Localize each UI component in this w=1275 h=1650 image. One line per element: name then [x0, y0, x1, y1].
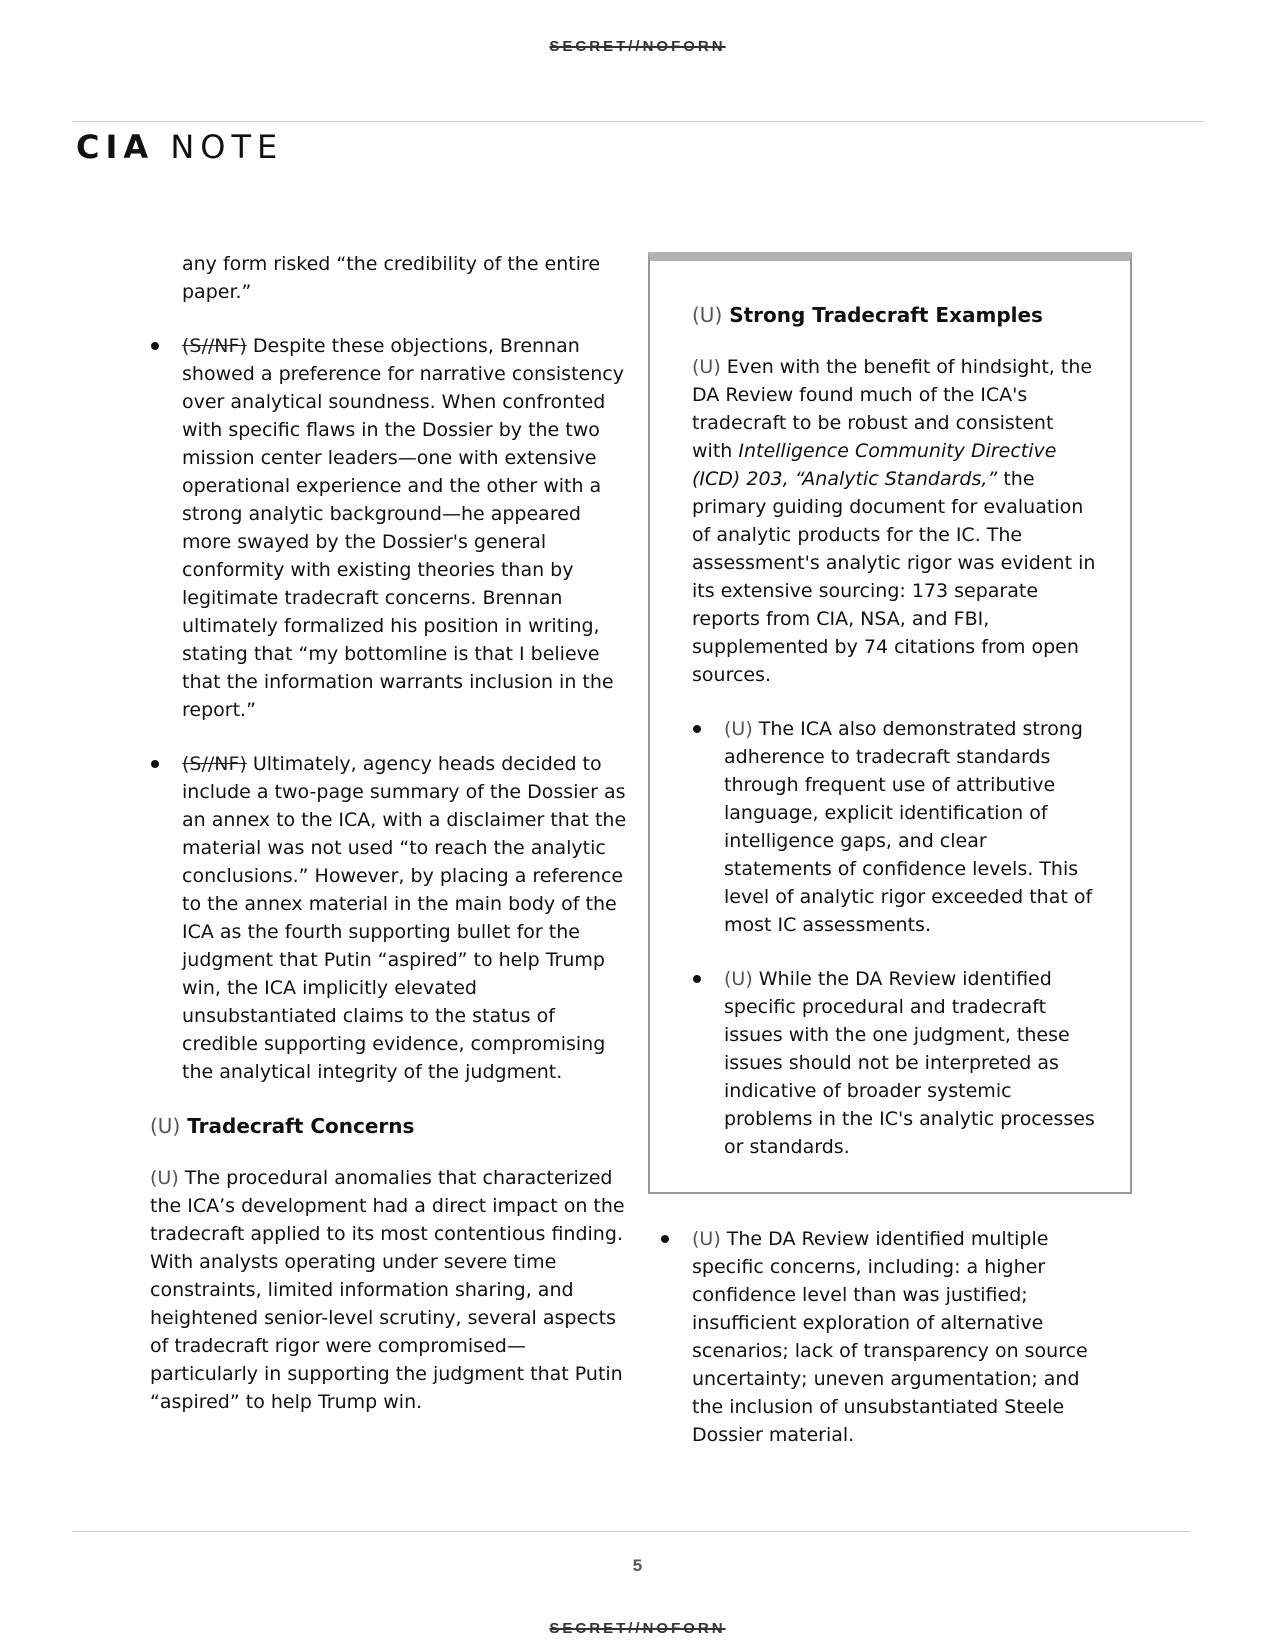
list-item — [692, 965, 1097, 1161]
masthead-agency: CIA — [76, 128, 155, 166]
sidebar-paragraph-text-end: the primary guiding document for evaluation of analytic products for the IC. The assessment's analytic rigor was evident in its extensive sourcing: 173 separate reports from CIA, NSA, and FBI, supplemented by 74 citations from open sources. — [692, 468, 1096, 686]
footer-rule — [72, 1531, 1190, 1532]
list-item — [660, 1225, 1115, 1449]
list-item-text: The ICA also demonstrated strong adherence to tradecraft standards through frequent use of attributive language, explicit identification of intelligence gaps, and clear statements of confidence levels. This level of analytic rigor exceeded that of most IC assessments. — [724, 718, 1093, 936]
section-heading-title: Tradecraft Concerns — [180, 1114, 415, 1138]
sidebar-heading — [692, 301, 1097, 329]
portion-marking: (S//NF) — [182, 753, 247, 775]
portion-marking: (U) — [692, 1228, 721, 1250]
list-item-text: The DA Review identified multiple specific concerns, including: a higher confidence level than was justified; insufficient exploration of alternative scenarios; lack of transparency on source uncertainty; uneven argumentation; and the inclusion of unsubstantiated Steele Dossier material. — [692, 1228, 1088, 1446]
header-rule — [72, 121, 1204, 122]
list-item-text: Ultimately, agency heads decided to include a two-page summary of the Dossier as an annex to the ICA, with a disclaimer that the material was not used “to reach the analytic conclusions.” However, by placing a reference to the annex material in the main body of the ICA as the fourth supporting bullet for the judgment that Putin “aspired” to help Trump win, the ICA implicitly elevated unsubstantiated claims to the status of credible supporting evidence, compromising the analytical integrity of the judgment. — [182, 753, 627, 1083]
list-item — [150, 750, 628, 1086]
list-item-text: While the DA Review identified specific procedural and tradecraft issues with the one judgment, these issues should not be interpreted as indicative of broader systemic problems in the IC's analytic processes or standards. — [724, 968, 1095, 1158]
list-item-text: Despite these objections, Brennan showed a preference for narrative consistency over analytical soundness. When confronted with specific flaws in the Dossier by the two mission center leaders—one with extensive operational experience and the other with a strong analytic background—he appeared more swayed by the Dossier's general conformity with existing theories than by legitimate tradecraft concerns. Brennan ultimately formalized his position in writing, stating that “my bottomline is that I believe that the information warrants inclusion in the report.” — [182, 335, 624, 721]
portion-marking: (S//NF) — [182, 335, 247, 357]
sidebar-paragraph — [692, 353, 1097, 689]
directive-title: Intelligence Community Directive (ICD) 203, “Analytic Standards,” — [692, 440, 1057, 490]
portion-marking: (U) — [150, 1167, 179, 1189]
portion-marking: (U) — [692, 303, 723, 327]
sidebar-box — [648, 252, 1132, 1194]
body-paragraph-text: The procedural anomalies that characterized the ICA’s development had a direct impact on the tradecraft applied to its most contentious finding. With analysts operating under severe time constraints, limited information sharing, and heightened senior-level scrutiny, several aspects of tradecraft rigor were compromised—particularly in supporting the judgment that Putin “aspired” to help Trump win. — [150, 1167, 625, 1413]
sidebar-content — [692, 301, 1097, 1187]
list-item — [150, 332, 628, 724]
portion-marking: (U) — [692, 356, 721, 378]
masthead-title: NOTE — [170, 128, 284, 166]
body-paragraph — [150, 1164, 628, 1416]
continued-paragraph: any form risked “the credibility of the entire paper.” — [182, 253, 601, 303]
portion-marking: (U) — [724, 968, 753, 990]
left-column — [150, 250, 628, 1442]
portion-marking: (U) — [150, 1114, 181, 1138]
sidebar-paragraph-text: Even with the benefit of hindsight, the DA Review found much of the ICA's tradecraft to be robust and consistent with — [692, 356, 1093, 462]
section-heading — [150, 1112, 628, 1140]
list-item — [692, 715, 1097, 939]
right-column — [660, 1225, 1115, 1475]
classification-header: SECRET//NOFORN — [549, 38, 726, 55]
portion-marking: (U) — [724, 718, 753, 740]
classification-footer: SECRET//NOFORN — [549, 1620, 726, 1637]
sidebar-heading-title: Strong Tradecraft Examples — [722, 303, 1043, 327]
masthead — [76, 128, 283, 166]
page-number: 5 — [632, 1556, 643, 1575]
